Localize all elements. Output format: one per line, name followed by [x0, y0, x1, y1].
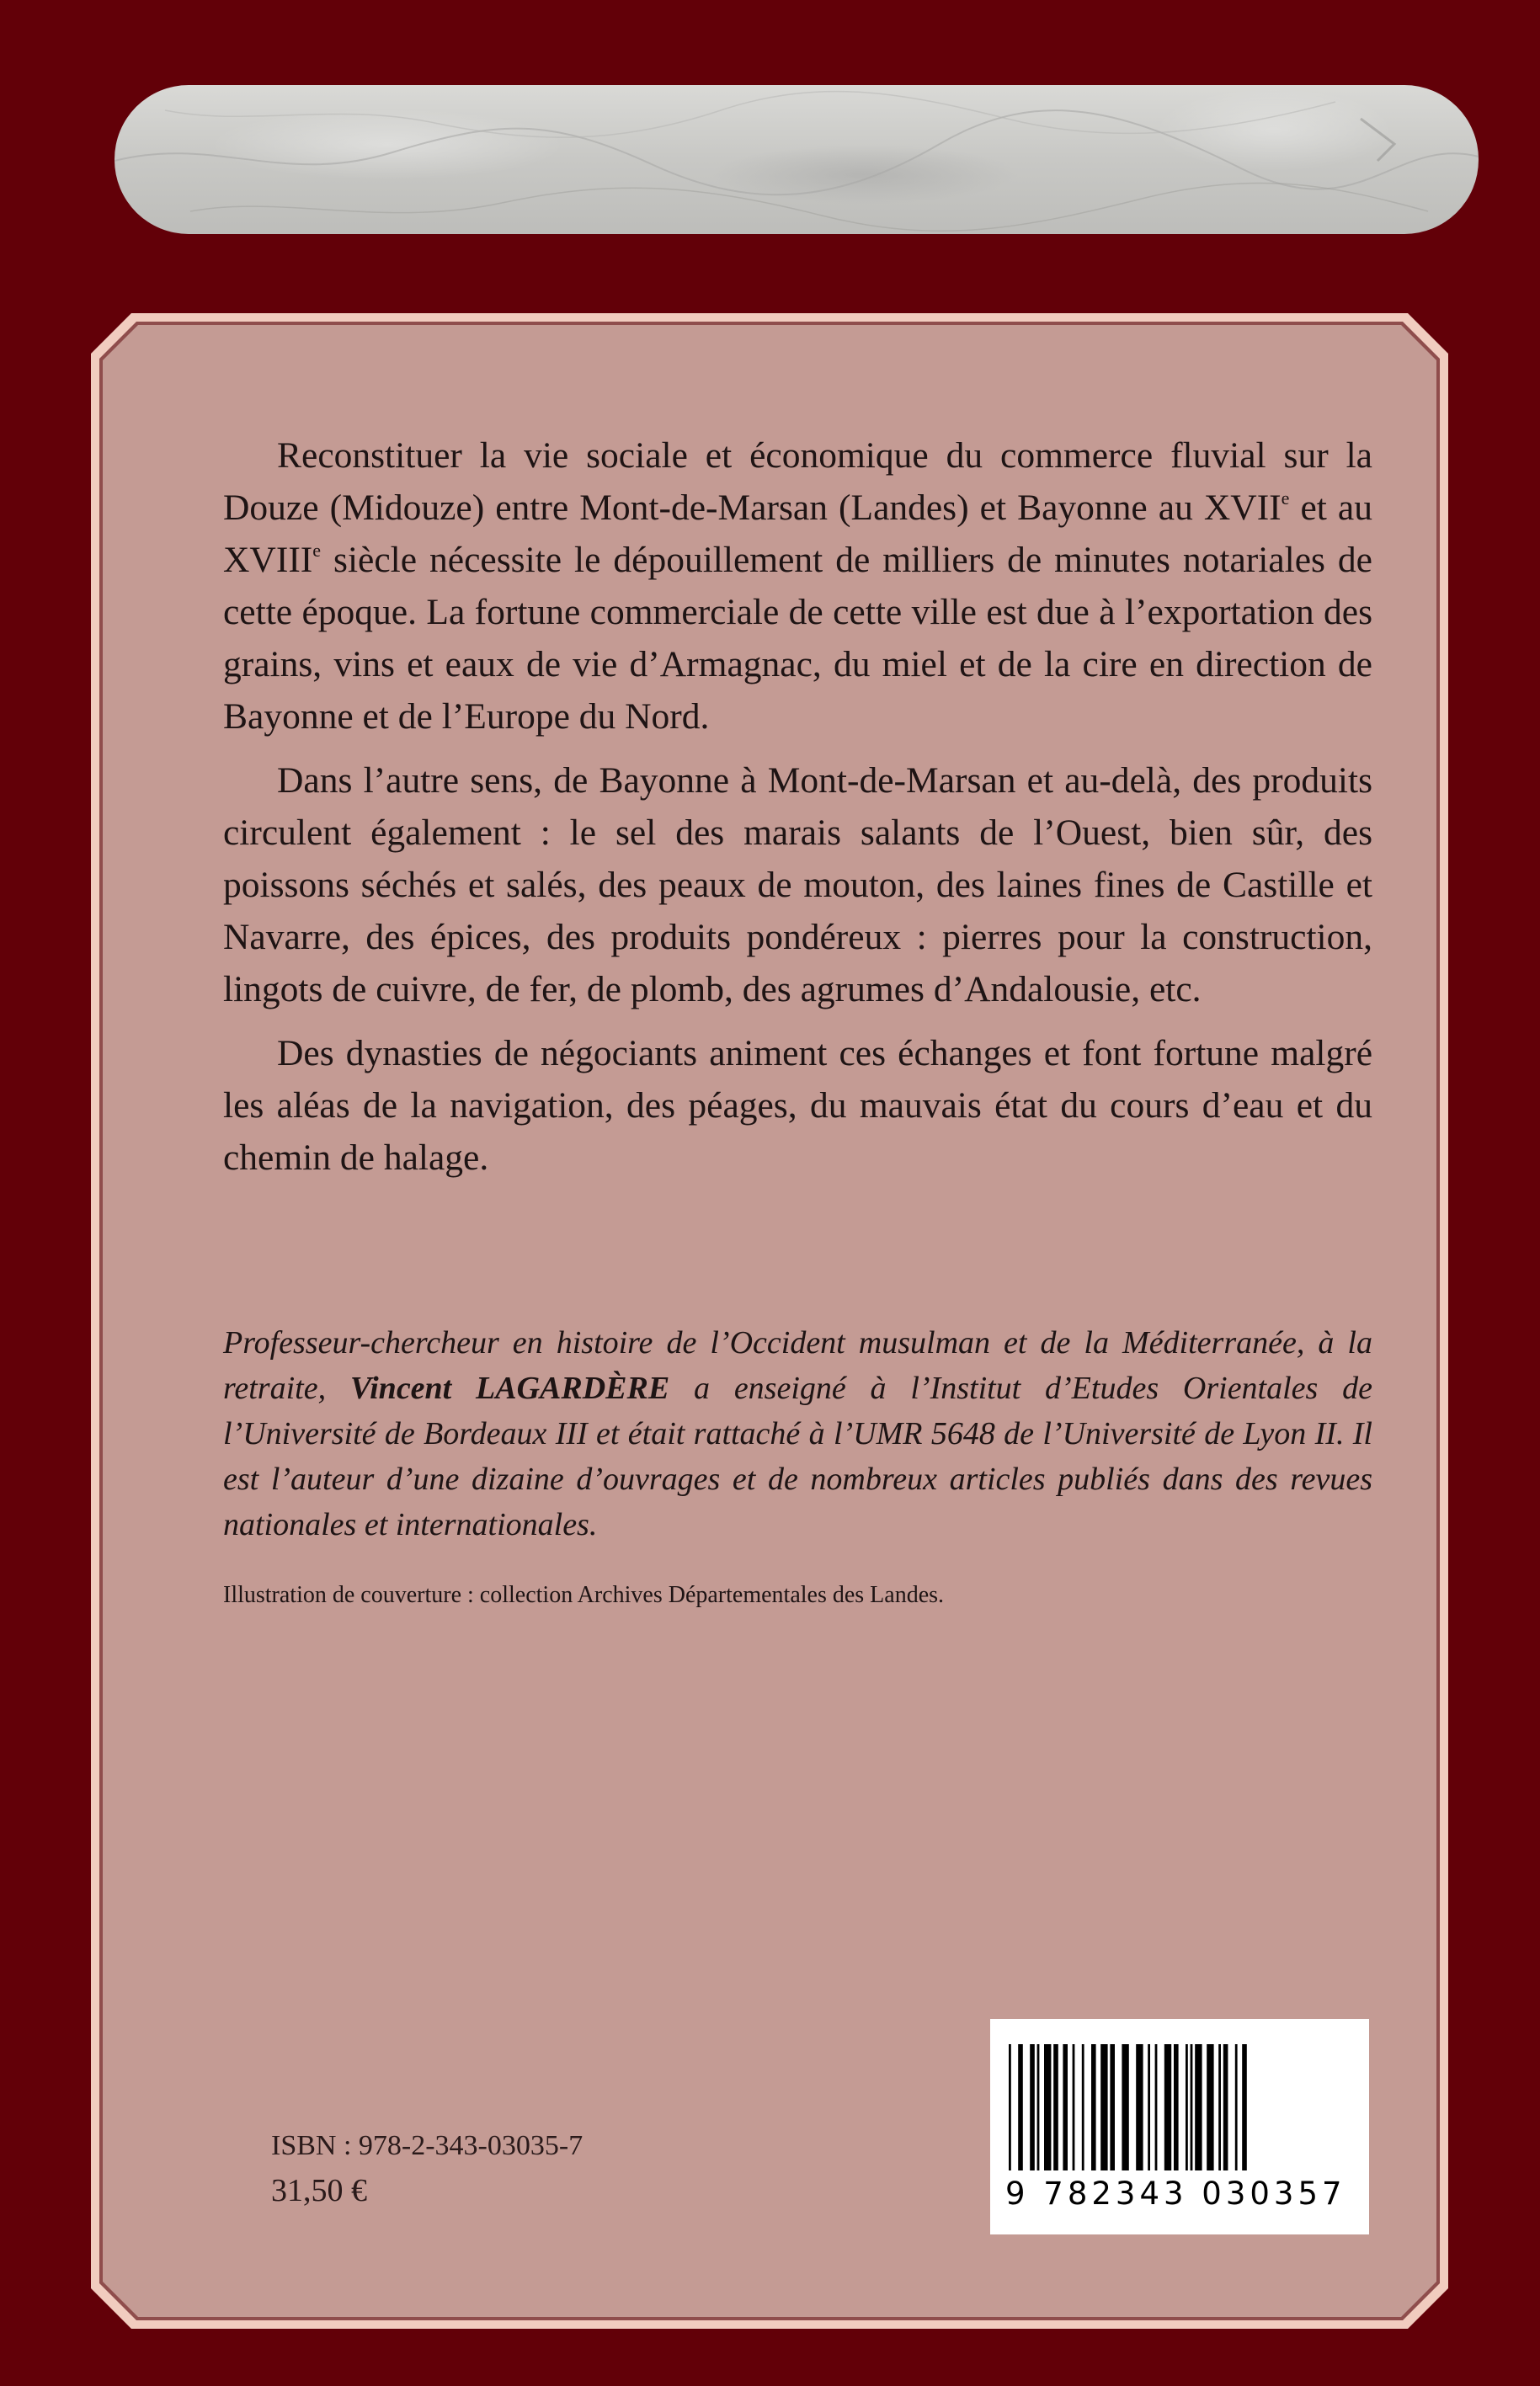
author-bio: Professeur-chercheur en histoire de l’Occident musulman et de la Méditerranée, à la retraite, Vincent LAGARDÈRE a enseigné à l’Institut d’Etudes Orientales de l’Université de Bordeaux III et était rattaché à l’UMR 5648 de l’Université de Lyon II. Il est l’auteur d’une dizaine d’ouvrages et de nombreux articles publiés dans des revues nationales et internationales.	[223, 1325, 1372, 1542]
barcode-bar	[1082, 2044, 1084, 2170]
barcode-bar	[1195, 2044, 1202, 2170]
marble-veins	[115, 85, 1479, 234]
cover-credit: Illustration de couverture : collection Archives Départementales des Landes.	[223, 1582, 945, 1608]
barcode-bar	[1073, 2044, 1075, 2170]
book-summary	[223, 429, 1372, 1196]
barcode-bar	[1207, 2044, 1213, 2170]
barcode-bar	[1164, 2044, 1171, 2170]
barcode-bar	[1110, 2044, 1115, 2170]
barcode-bar	[1186, 2044, 1188, 2170]
barcode-bars	[1009, 2044, 1351, 2179]
barcode-bar	[1235, 2044, 1238, 2170]
barcode-bar	[1223, 2044, 1228, 2170]
marble-banner	[115, 85, 1479, 234]
barcode-bar	[1100, 2044, 1107, 2170]
barcode-bar	[1148, 2044, 1150, 2170]
barcode-digits: 9 782343 030357	[1005, 2176, 1346, 2212]
barcode-bar	[1030, 2044, 1035, 2170]
barcode-bar	[1155, 2044, 1158, 2170]
price: 31,50 €	[271, 2173, 367, 2208]
barcode-bar	[1174, 2044, 1179, 2170]
barcode-bar	[1009, 2044, 1011, 2170]
summary-paragraph-3: Des dynasties de négociants animent ces échanges et font fortune malgré les aléas de la navigation, des péages, du mauvais état du cours d’eau et du chemin de halage.	[223, 1033, 1372, 1178]
barcode-bar	[1136, 2044, 1143, 2170]
barcode-bar	[1053, 2044, 1058, 2170]
barcode-bar	[1091, 2044, 1096, 2170]
author-name: Vincent LAGARDÈRE	[349, 1371, 670, 1406]
isbn: ISBN : 978-2-343-03035-7	[271, 2130, 583, 2161]
barcode-bar	[1037, 2044, 1040, 2170]
barcode	[990, 2019, 1369, 2234]
barcode-bar	[1063, 2044, 1068, 2170]
barcode-bar	[1242, 2044, 1247, 2170]
barcode-bar	[1218, 2044, 1221, 2170]
summary-paragraph-1: Reconstituer la vie sociale et économique du commerce fluvial sur la Douze (Midouze) entre Mont-de-Marsan (Landes) et Bayonne au XVIIe et au XVIIIe siècle nécessite le dépouillement de milliers de minutes notariales de cette époque. La fortune commerciale de cette ville est due à l’exportation des grains, vins et eaux de vie d’Armagnac, du miel et de la cire en direction de Bayonne et de l’Europe du Nord.	[223, 435, 1372, 737]
barcode-bar	[1122, 2044, 1128, 2170]
barcode-bar	[1044, 2044, 1051, 2170]
barcode-bar	[1018, 2044, 1023, 2170]
barcode-bar	[1191, 2044, 1193, 2170]
summary-paragraph-2: Dans l’autre sens, de Bayonne à Mont-de-Marsan et au-delà, des produits circulent également : le sel des marais salants de l’Ouest, bien sûr, des poissons séchés et salés, des peaux de mouton, des laines fines de Castille et Navarre, des épices, des produits pondéreux : pierres pour la construction, lingots de cuivre, de fer, de plomb, des agrumes d’Andalousie, etc.	[223, 760, 1372, 1009]
